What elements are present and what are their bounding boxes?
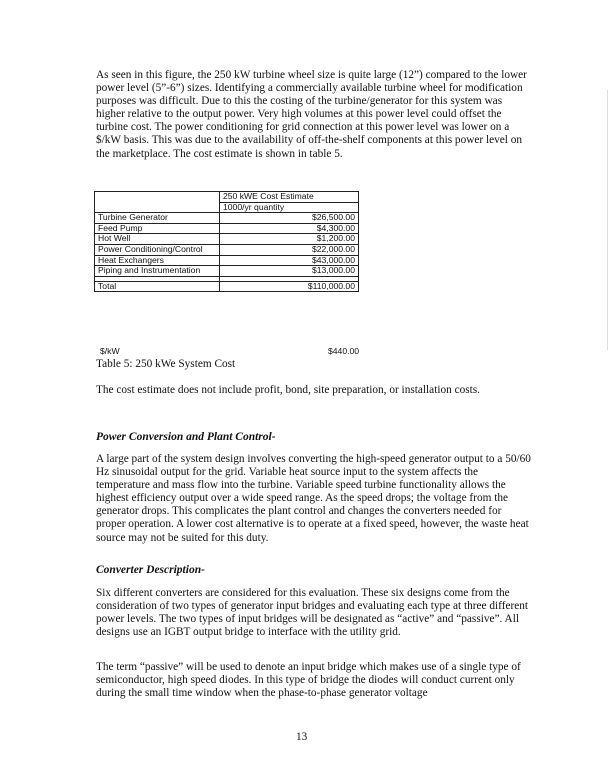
converter-paragraph-1: Six different converters are considered for this evaluation. These six designs come from the consideration of two types of generator input bridges and evaluating each type at three different power levels. The two types of input bridges will be designated as “active” and “passive”. All designs use an IGBT output bridge to interface with the utility grid. [96,587,529,639]
row-value: $4,300.00 [220,223,359,234]
table-header-quantity: 1000/yr quantity [220,202,359,213]
row-label: Turbine Generator [95,213,220,224]
table-row [95,266,359,277]
converter-paragraph-2: The term “passive” will be used to denote an input bridge which makes use of a single type of semiconductor, high speed diodes. In this type of bridge the diodes will conduct current only during the small time window when the phase-to-phase generator voltage [96,661,521,700]
table-header-row [95,202,359,213]
total-value: $110,000.00 [220,281,359,292]
row-value: $22,000.00 [220,244,359,255]
row-value: $26,500.00 [220,213,359,224]
row-value: $43,000.00 [220,255,359,266]
row-value: $1,200.00 [220,234,359,245]
row-label: Power Conditioning/Control [95,244,220,255]
row-label: Hot Well [95,234,220,245]
row-label: Heat Exchangers [95,255,220,266]
row-label: Feed Pump [95,223,220,234]
scan-edge-line [607,90,608,350]
table-total-row [95,281,359,292]
cost-note-paragraph: The cost estimate does not include profit, bond, site preparation, or installation costs. [96,384,481,396]
table-row [95,234,359,245]
table-header-title: 250 kWE Cost Estimate [220,192,359,203]
row-value: $13,000.00 [220,266,359,277]
table-row [95,213,359,224]
cost-table [94,191,359,292]
per-kw-value: $440.00 [328,346,360,356]
total-label: Total [95,281,220,292]
page-number: 13 [296,731,308,743]
table-row [95,255,359,266]
row-label: Piping and Instrumentation [95,266,220,277]
table-row [95,223,359,234]
power-conversion-heading: Power Conversion and Plant Control- [96,431,276,443]
table-caption: Table 5: 250 kWe System Cost [96,358,236,370]
converter-description-heading: Converter Description- [96,564,205,576]
power-conversion-paragraph: A large part of the system design involves converting the high-speed generator output to a 50/60 Hz sinusoidal output for the grid. Variable heat source input to the system affects the temperature and mass flow into the turbine. Variable speed turbine functionality allows the highest efficiency output over a wide speed range. As the speed drops; the voltage from the generator drops. This complicates the plant control and changes the converters needed for proper operation. A lower cost alternative is to operate at a fixed speed, however, the waste heat source may not be suited for this duty. [96,453,531,544]
per-kw-label: $/kW [100,346,120,356]
intro-paragraph: As seen in this figure, the 250 kW turbine wheel size is quite large (12”) compared to the lower power level (5”-6”) sizes. Identifying a commercially available turbine wheel for modification purposes was difficult. Due to this the costing of the turbine/generator for this system was higher relative to the output power. Very high volumes at this power level could offset the turbine cost. The power conditioning for grid connection at this power level was lower on a $/kW basis. This was due to the availability of off-the-shelf components at this power level on the marketplace. The cost estimate is shown in table 5. [96,69,527,160]
table-header-row [95,192,359,203]
table-row [95,244,359,255]
